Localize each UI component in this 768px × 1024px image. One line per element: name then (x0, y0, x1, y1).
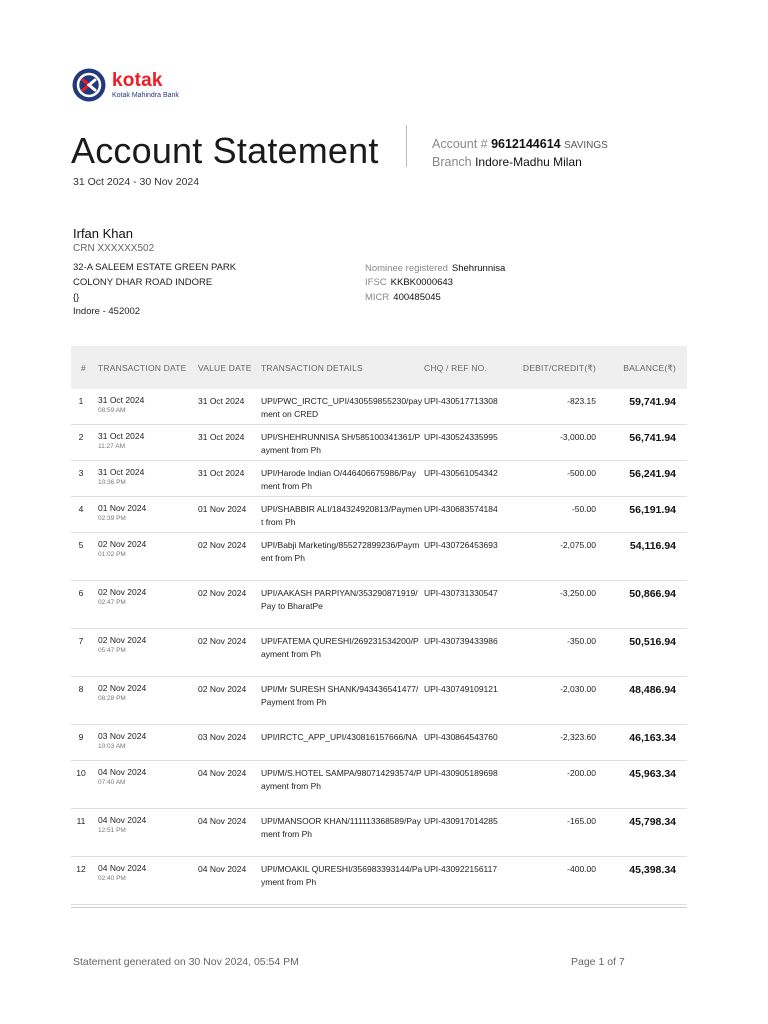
branch-info (432, 155, 582, 169)
transaction-time: 12:51 PM (98, 827, 126, 834)
micr-label: MICR (365, 292, 390, 303)
account-type: SAVINGS (564, 140, 608, 151)
transaction-details: UPI/SHEHRUNNISA SH/585100341361/Payment from Ph (261, 432, 421, 455)
statement-generated-note: Statement generated on 30 Nov 2024, 05:54 PM (73, 956, 299, 968)
transaction-time: 05:47 PM (98, 647, 126, 654)
balance-amount: 50,866.94 (629, 588, 676, 600)
account-number: 9612144614 (491, 137, 561, 151)
table-row (71, 809, 687, 857)
transaction-time: 02:39 PM (98, 515, 126, 522)
col-header-ref: CHQ / REF NO. (424, 363, 488, 373)
row-index: 8 (78, 684, 84, 694)
debit-credit-amount: -200.00 (567, 768, 596, 778)
customer-name: Irfan Khan (73, 226, 133, 241)
balance-amount: 45,398.34 (629, 864, 676, 876)
row-index: 3 (78, 468, 84, 478)
transaction-details: UPI/Harode Indian O/446406675986/Payment from Ph (261, 468, 417, 491)
col-header-value-date: VALUE DATE (198, 363, 252, 373)
balance-amount: 46,163.34 (629, 732, 676, 744)
table-bottom-border (71, 907, 687, 908)
ref-number: UPI-430905189698 (424, 768, 498, 778)
row-index: 7 (78, 636, 84, 646)
value-date: 31 Oct 2024 (198, 432, 245, 442)
table-row (71, 629, 687, 677)
debit-credit-amount: -350.00 (567, 636, 596, 646)
table-row (71, 497, 687, 533)
balance-amount: 45,798.34 (629, 816, 676, 828)
debit-credit-amount: -823.15 (567, 396, 596, 406)
transaction-details: UPI/PWC_IRCTC_UPI/430559855230/payment on CRED (261, 396, 423, 419)
transaction-date: 31 Oct 2024 (98, 395, 145, 405)
ifsc-value: KKBK0000643 (390, 277, 453, 288)
ref-number: UPI-430524335995 (424, 432, 498, 442)
table-row (71, 761, 687, 809)
balance-amount: 54,116.94 (629, 540, 676, 552)
table-row (71, 533, 687, 581)
row-index: 12 (76, 864, 86, 874)
table-row (71, 677, 687, 725)
table-header (71, 346, 687, 389)
debit-credit-amount: -2,030.00 (560, 684, 596, 694)
transaction-time: 01:02 PM (98, 551, 126, 558)
table-row (71, 857, 687, 905)
debit-credit-amount: -3,000.00 (560, 432, 596, 442)
balance-amount: 56,241.94 (629, 468, 676, 480)
col-header-transaction-date: TRANSACTION DATE (98, 363, 187, 373)
transaction-date: 04 Nov 2024 (98, 863, 147, 873)
transaction-date: 02 Nov 2024 (98, 683, 147, 693)
value-date: 04 Nov 2024 (198, 768, 247, 778)
branch-name: Indore-Madhu Milan (475, 155, 582, 169)
ref-number: UPI-430683574184 (424, 504, 498, 514)
table-row (71, 581, 687, 629)
row-index: 4 (78, 504, 84, 514)
balance-amount: 48,486.94 (629, 684, 676, 696)
col-header-balance: BALANCE(₹) (623, 363, 676, 373)
row-index: 6 (78, 588, 84, 598)
ref-number: UPI-430864543760 (424, 732, 498, 742)
kotak-logo-icon (72, 68, 106, 102)
page-title: Account Statement (71, 130, 379, 171)
row-index: 10 (76, 768, 86, 778)
transaction-details: UPI/Babji Marketing/855272899236/Payment from Ph (261, 540, 420, 563)
row-index: 2 (78, 432, 84, 442)
logo-name: kotak (112, 70, 163, 91)
row-index: 9 (78, 732, 84, 742)
debit-credit-amount: -165.00 (567, 816, 596, 826)
value-date: 31 Oct 2024 (198, 396, 245, 406)
debit-credit-amount: -500.00 (567, 468, 596, 478)
table-row (71, 461, 687, 497)
row-index: 5 (78, 540, 84, 550)
transaction-details: UPI/AAKASH PARPIYAN/353290871919/Pay to BharatPe (261, 588, 418, 611)
value-date: 04 Nov 2024 (198, 864, 247, 874)
table-row (71, 389, 687, 425)
logo-subtitle: Kotak Mahindra Bank (112, 92, 179, 99)
debit-credit-amount: -400.00 (567, 864, 596, 874)
transaction-time: 11:27 AM (98, 443, 125, 450)
row-index: 11 (76, 816, 86, 826)
balance-amount: 50,516.94 (629, 636, 676, 648)
transaction-details: UPI/IRCTC_APP_UPI/430816157666/NA (261, 732, 418, 742)
debit-credit-amount: -3,250.00 (560, 588, 596, 598)
statement-period: 31 Oct 2024 - 30 Nov 2024 (73, 176, 200, 188)
value-date: 02 Nov 2024 (198, 636, 247, 646)
account-label: Account # (432, 137, 488, 151)
address-line: 32-A SALEEM ESTATE GREEN PARK (73, 262, 237, 273)
debit-credit-amount: -50.00 (571, 504, 596, 514)
ref-number: UPI-430917014285 (424, 816, 498, 826)
ifsc-info (365, 277, 453, 288)
transaction-details: UPI/Mr SURESH SHANK/943436541477/Payment from Ph (261, 684, 419, 707)
value-date: 03 Nov 2024 (198, 732, 247, 742)
transaction-date: 31 Oct 2024 (98, 431, 145, 441)
nominee-info (365, 263, 505, 274)
transaction-time: 10:36 PM (98, 479, 126, 486)
transaction-details: UPI/M/S.HOTEL SAMPA/980714293574/Payment from Ph (261, 768, 422, 791)
transaction-date: 02 Nov 2024 (98, 539, 147, 549)
address-line: COLONY DHAR ROAD INDORE (73, 277, 213, 288)
micr-info (365, 292, 441, 303)
micr-value: 400485045 (393, 292, 441, 303)
transaction-table (71, 389, 687, 905)
ifsc-label: IFSC (365, 277, 387, 288)
value-date: 02 Nov 2024 (198, 540, 247, 550)
transaction-date: 04 Nov 2024 (98, 815, 147, 825)
ref-number: UPI-430517713308 (424, 396, 498, 406)
transaction-time: 02:40 PM (98, 875, 126, 882)
ref-number: UPI-430726453693 (424, 540, 498, 550)
address-line: {} (73, 292, 80, 303)
balance-amount: 45,963.34 (629, 768, 676, 780)
address-line: Indore - 452002 (73, 306, 141, 317)
balance-amount: 59,741.94 (629, 396, 676, 408)
transaction-details: UPI/MANSOOR KHAN/111113368589/Payment from Ph (261, 816, 422, 839)
page-indicator: Page 1 of 7 (571, 956, 625, 968)
value-date: 04 Nov 2024 (198, 816, 247, 826)
row-index: 1 (78, 396, 84, 406)
ref-number: UPI-430922156117 (424, 864, 498, 874)
col-header-details: TRANSACTION DETAILS (261, 363, 363, 373)
bank-logo (72, 68, 179, 102)
transaction-date: 02 Nov 2024 (98, 587, 147, 597)
ref-number: UPI-430561054342 (424, 468, 498, 478)
branch-label: Branch (432, 155, 472, 169)
transaction-date: 31 Oct 2024 (98, 467, 145, 477)
value-date: 31 Oct 2024 (198, 468, 245, 478)
transaction-date: 04 Nov 2024 (98, 767, 147, 777)
debit-credit-amount: -2,075.00 (560, 540, 596, 550)
table-row (71, 425, 687, 461)
col-header-index: # (81, 363, 86, 373)
transaction-details: UPI/MOAKIL QURESHI/356983393144/Payment from Ph (261, 864, 423, 887)
transaction-details: UPI/FATEMA QURESHI/269231534200/Payment from Ph (261, 636, 419, 659)
ref-number: UPI-430739433986 (424, 636, 498, 646)
ref-number: UPI-430749109121 (424, 684, 498, 694)
balance-amount: 56,191.94 (629, 504, 676, 516)
col-header-debit-credit: DEBIT/CREDIT(₹) (522, 363, 596, 373)
value-date: 01 Nov 2024 (198, 504, 247, 514)
transaction-date: 01 Nov 2024 (98, 503, 147, 513)
ref-number: UPI-430731330547 (424, 588, 498, 598)
table-row (71, 725, 687, 761)
transaction-time: 08:59 AM (98, 407, 126, 414)
header-divider (406, 125, 407, 167)
transaction-time: 02:47 PM (98, 599, 126, 606)
account-info (432, 137, 608, 151)
customer-crn: CRN XXXXXX502 (73, 243, 155, 254)
value-date: 02 Nov 2024 (198, 684, 247, 694)
value-date: 02 Nov 2024 (198, 588, 247, 598)
transaction-time: 07:40 AM (98, 779, 126, 786)
nominee-value: Shehrunnisa (451, 263, 506, 274)
transaction-time: 10:03 AM (98, 743, 126, 750)
transaction-details: UPI/SHABBIR ALI/184324920813/Payment from Ph (261, 504, 423, 527)
transaction-date: 03 Nov 2024 (98, 731, 147, 741)
balance-amount: 56,741.94 (629, 432, 676, 444)
transaction-date: 02 Nov 2024 (98, 635, 147, 645)
debit-credit-amount: -2,323.60 (560, 732, 596, 742)
transaction-time: 08:28 PM (98, 695, 126, 702)
nominee-label: Nominee registered (365, 263, 448, 274)
